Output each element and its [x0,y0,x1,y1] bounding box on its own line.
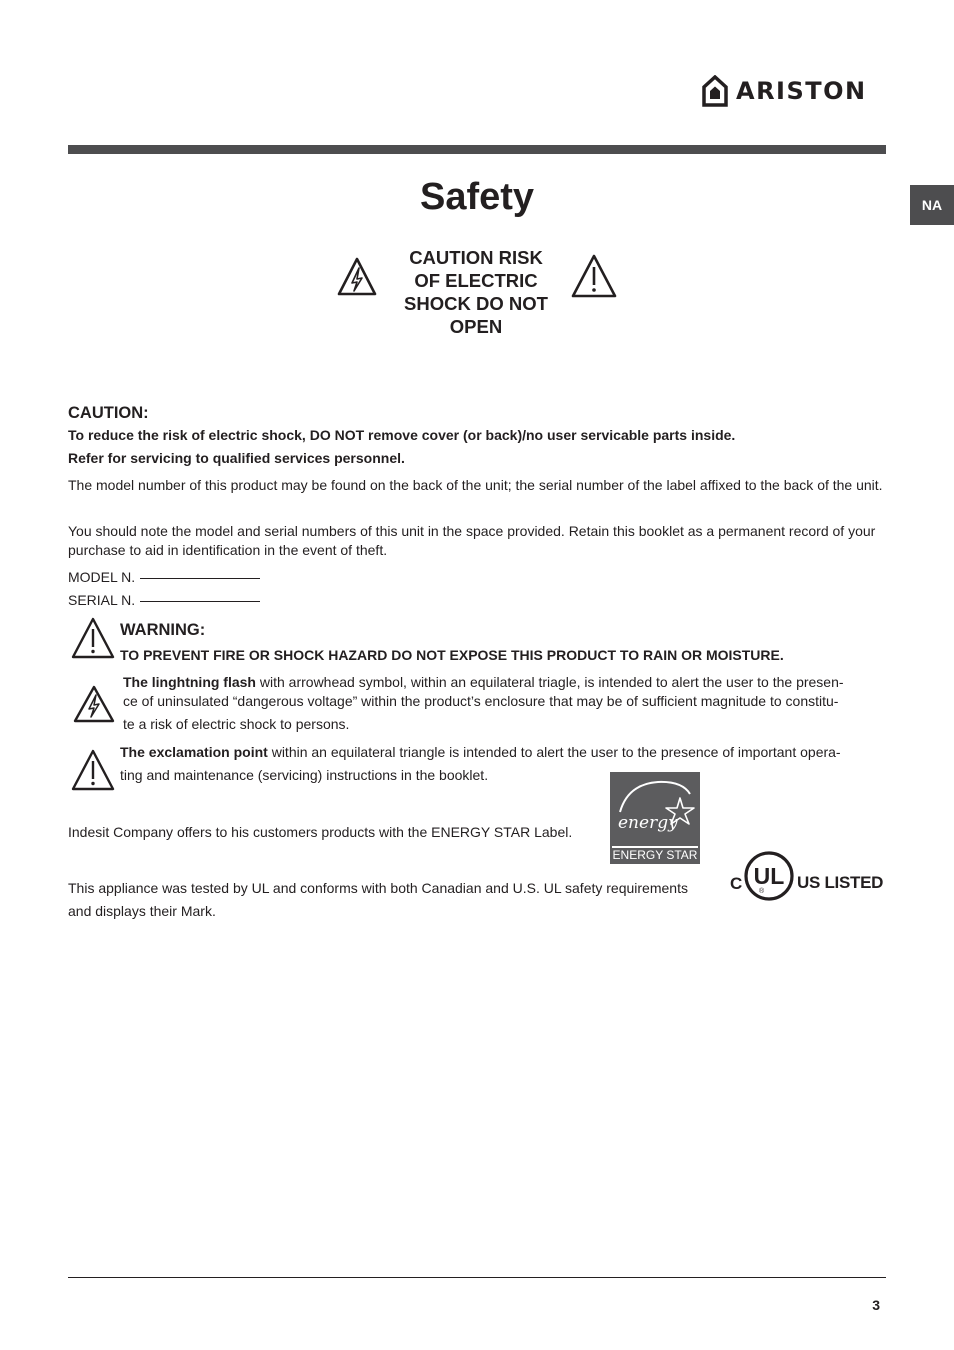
serial-number-label: SERIAL N. [68,592,136,608]
ariston-logo [702,74,888,108]
lightning-explanation-line-1 [123,673,893,692]
brand-name: ARISTON [736,77,867,105]
language-tab: NA [910,185,954,225]
warning-text: TO PREVENT FIRE OR SHOCK HAZARD DO NOT EXPOSE THIS PRODUCT TO RAIN OR MOISTURE. [120,647,784,663]
energy-star-icon [610,772,700,846]
page-number: 3 [872,1297,880,1313]
ul-logo-text: UL [753,863,785,889]
svg-text:®: ® [759,888,765,895]
energy-logo-caption: ENERGY STAR [612,848,698,862]
lightning-explanation-line-3: te a risk of electric shock to persons. [123,716,350,732]
exclamation-lead: The exclamation point [120,744,268,760]
footer-rule [68,1277,886,1278]
header-rule [68,145,886,154]
ul-listed-mark [730,849,884,905]
lightning-flash-icon [72,684,116,724]
model-number-label: MODEL N. [68,569,136,585]
exclamation-explanation-line-1 [120,743,890,762]
exclamation-point-icon [70,748,116,792]
lightning-triangle-icon [336,256,378,298]
lightning-explanation-line-2: ce of uninsulated “dangerous voltage” within the product’s enclosure that may be of sufficient magnitude to constitu- [123,693,839,709]
ul-mark-c: C [730,874,743,893]
warning-heading: WARNING: [120,621,206,639]
model-location-paragraph: The model number of this product may be found on the back of the unit; the serial number of the label affixed to the back of the unit. [68,477,883,493]
caution-symbol-text: CAUTION RISK OF ELECTRIC SHOCK DO NOT OPEN [404,247,548,337]
lightning-line-1-text: with arrowhead symbol, within an equilateral triagle, is intended to alert the user to the presen- [256,674,844,690]
house-icon [702,75,728,107]
model-number-row [68,568,260,587]
energy-star-text: Indesit Company offers to his customers products with the ENERGY STAR Label. [68,824,573,840]
lightning-lead: The linghtning flash [123,674,256,690]
energy-star-logo [610,772,700,864]
ul-text-line-2: and displays their Mark. [68,903,216,919]
ul-mark-listed: US LISTED [797,873,884,892]
ul-text-line-1: This appliance was tested by UL and conforms with both Canadian and U.S. UL safety requirements [68,880,688,896]
model-number-blank [140,578,260,579]
exclamation-triangle-icon [570,253,618,299]
exclamation-explanation-line-2: ting and maintenance (servicing) instructions in the booklet. [120,767,489,783]
energy-logo-script: energy [618,813,678,833]
warning-triangle-icon [70,616,116,660]
caution-heading: CAUTION: [68,404,149,422]
serial-number-blank [140,601,260,602]
record-paragraph: You should note the model and serial numbers of this unit in the space provided. Retain this booklet as a permanent record of your purchase to aid in identification in the event of theft. [68,523,876,558]
serial-number-row [68,591,260,610]
page-title: Safety [419,176,535,218]
ul-logo-icon [743,849,795,903]
exclamation-line-1-text: within an equilateral triangle is intended to alert the user to the presence of important opera- [267,744,841,760]
caution-line-1: To reduce the risk of electric shock, DO NOT remove cover (or back)/no user servicable parts inside. [68,427,736,443]
caution-line-2: Refer for servicing to qualified services personnel. [68,450,405,466]
